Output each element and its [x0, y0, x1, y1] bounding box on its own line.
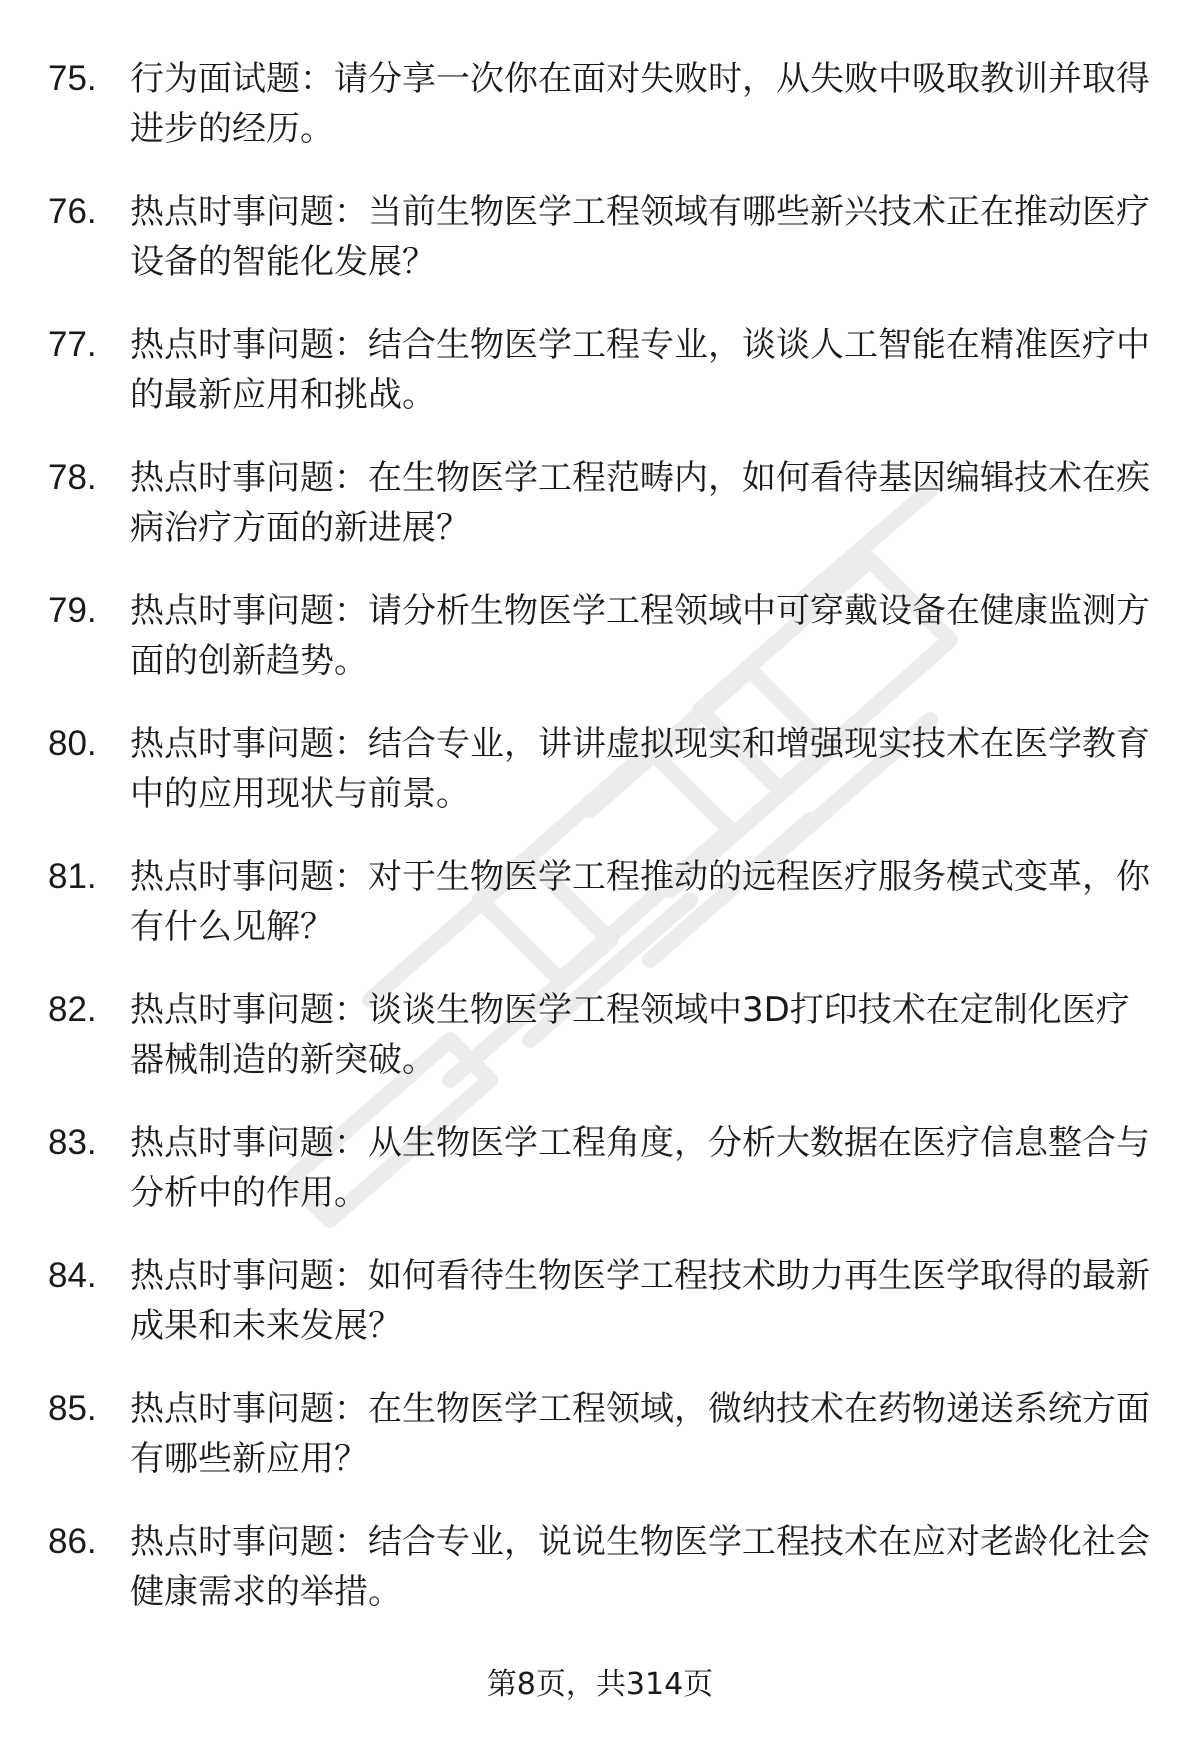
question-number: 76.	[48, 192, 97, 231]
list-item	[48, 453, 1160, 586]
page-footer: 第8页，共314页	[486, 1667, 714, 1702]
list-item	[48, 985, 1160, 1118]
question-text: 热点时事问题：从生物医学工程角度，分析大数据在医疗信息整合与分析中的作用。	[130, 1123, 1150, 1213]
question-text: 热点时事问题：如何看待生物医学工程技术助力再生医学取得的最新成果和未来发展？	[130, 1256, 1150, 1346]
question-text: 热点时事问题：请分析生物医学工程领域中可穿戴设备在健康监测方面的创新趋势。	[130, 591, 1150, 681]
list-item	[48, 586, 1160, 719]
question-text: 热点时事问题：在生物医学工程领域，微纳技术在药物递送系统方面有哪些新应用？	[130, 1389, 1150, 1479]
list-item	[48, 719, 1160, 852]
question-number: 82.	[48, 990, 97, 1029]
list-item	[48, 1118, 1160, 1251]
question-number: 84.	[48, 1256, 97, 1295]
list-item	[48, 1384, 1160, 1517]
question-number: 85.	[48, 1389, 97, 1428]
question-number: 75.	[48, 59, 97, 98]
question-text: 热点时事问题：结合专业，说说生物医学工程技术在应对老龄化社会健康需求的举措。	[130, 1522, 1150, 1612]
list-item	[48, 187, 1160, 320]
list-item	[48, 852, 1160, 985]
question-number: 78.	[48, 458, 97, 497]
question-text: 热点时事问题：结合生物医学工程专业，谈谈人工智能在精准医疗中的最新应用和挑战。	[130, 325, 1150, 415]
question-number: 77.	[48, 325, 97, 364]
list-item	[48, 1517, 1160, 1650]
question-text: 热点时事问题：谈谈生物医学工程领域中3D打印技术在定制化医疗器械制造的新突破。	[130, 990, 1130, 1080]
question-text: 热点时事问题：当前生物医学工程领域有哪些新兴技术正在推动医疗设备的智能化发展？	[130, 192, 1150, 282]
question-number: 86.	[48, 1522, 97, 1561]
question-list	[48, 54, 1160, 1650]
question-number: 83.	[48, 1123, 97, 1162]
list-item	[48, 320, 1160, 453]
list-item	[48, 54, 1160, 187]
question-number: 79.	[48, 591, 97, 630]
question-text: 热点时事问题：对于生物医学工程推动的远程医疗服务模式变革，你有什么见解？	[130, 857, 1150, 947]
question-number: 80.	[48, 724, 97, 763]
question-number: 81.	[48, 857, 97, 896]
question-text: 热点时事问题：在生物医学工程范畴内，如何看待基因编辑技术在疾病治疗方面的新进展？	[130, 458, 1150, 548]
list-item	[48, 1251, 1160, 1384]
question-text: 行为面试题：请分享一次你在面对失败时，从失败中吸取教训并取得进步的经历。	[130, 59, 1150, 149]
question-text: 热点时事问题：结合专业，讲讲虚拟现实和增强现实技术在医学教育中的应用现状与前景。	[130, 724, 1150, 814]
